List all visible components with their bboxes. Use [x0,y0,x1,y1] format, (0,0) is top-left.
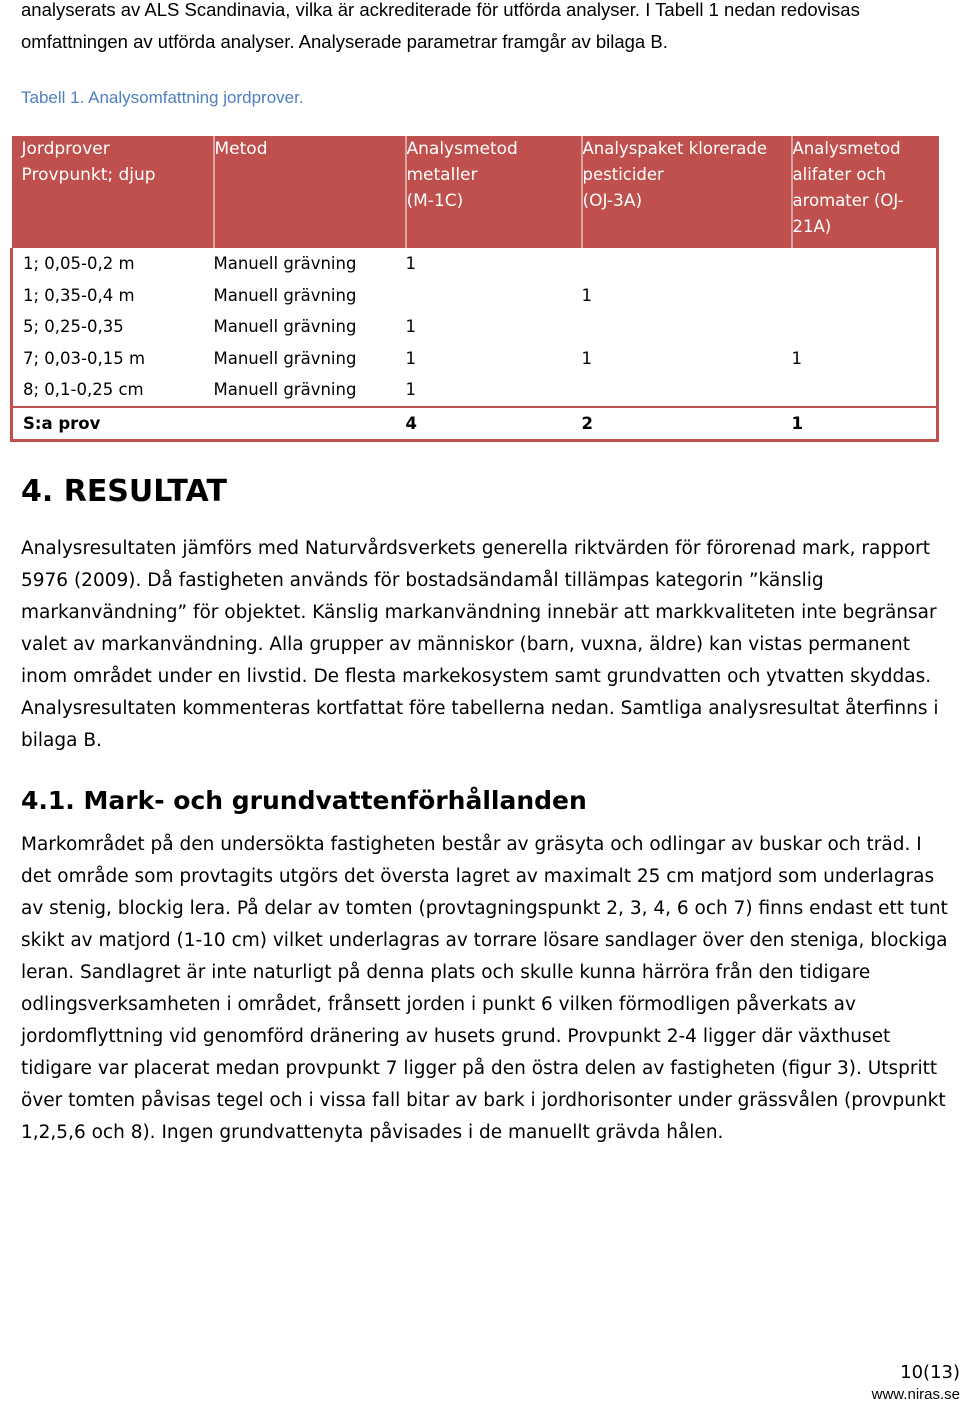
header-method: Metod [214,136,406,248]
table-row: 1; 0,05-0,2 m Manuell grävning 1 [12,248,938,280]
header-sample: Jordprover Provpunkt; djup [12,136,214,248]
subsection-paragraph: Markområdet på den undersökta fastigheten består av gräsyta och odlingar av buskar och träd. I det område som provtagits utgörs det översta lagret av maximalt 25 cm matjord som underlagras av stenig, blockig lera. På delar av tomten (provtagningspunkt 2, 3, 4, 6 och 7) finns endast ett tunt skikt av matjord (1-10 cm) vilket underlagras av torrare lösare sandlager över den steniga, blockiga leran. Sandlagret är inte naturligt på denna plats och skulle kunna härröra från den tidigare odlingsverksamheten i området, frånsett jorden i punkt 6 vilken förmodligen påverkats av jordomflyttning vid genomförd dränering av husets grund. Provpunkt 2-4 ligger där växthuset tidigare var placerat medan provpunkt 7 ligger på den östra delen av fastigheten (figur 3). Utspritt över tomten påvisas tegel och i vissa fall bitar av bark i jordhorisonter under grässvålen (provpunkt 1,2,5,6 och 8). Ingen grundvattenyta påvisades i de manuellt grävda hålen. [21,834,948,1143]
footer-website: www.niras.se [871,1386,960,1403]
header-metals: Analysmetod metaller (M-1C) [406,136,582,248]
table-header-row [12,136,938,248]
section-heading: 4. RESULTAT [21,474,227,509]
table-total-row: S:a prov 4 2 1 [12,407,938,441]
table-caption: Tabell 1. Analysomfattning jordprover. [21,88,304,107]
header-aliphatics: Analysmetod alifater och aromater (OJ-21A) [792,136,938,248]
section-paragraph: Analysresultaten jämförs med Naturvårdsverkets generella riktvärden för förorenad mark, rapport 5976 (2009). Då fastigheten används för bostadsändamål tillämpas kategorin ”känslig markanvändning” för objektet. Känslig markanvändning innebär att markkvaliteten inte begränsar valet av markanvändning. Alla grupper av människor (barn, vuxna, äldre) kan vistas permanent inom området under en livstid. De flesta markekosystem samt grundvatten och ytvatten skyddas. Analysresultaten kommenteras kortfattat före tabellerna nedan. Samtliga analysresultat återfinns i bilaga B. [21,538,939,751]
header-pesticides: Analyspaket klorerade pesticider (OJ-3A) [582,136,792,248]
subsection-heading: 4.1. Mark- och grundvattenförhållanden [21,786,587,815]
table-row: 7; 0,03-0,15 m Manuell grävning 1 1 1 [12,343,938,375]
table-row: 1; 0,35-0,4 m Manuell grävning 1 [12,280,938,312]
intro-paragraph: analyserats av ALS Scandinavia, vilka är ackrediterade för utförda analyser. I Tabell 1 nedan redovisas omfattningen av utförda analyser. Analyserade parametrar framgår av bilaga B. [21,0,860,52]
table-row: 8; 0,1-0,25 cm Manuell grävning 1 [12,374,938,407]
table-row: 5; 0,25-0,35 Manuell grävning 1 [12,311,938,343]
page-number: 10(13) [900,1362,960,1383]
analysis-table [10,136,939,442]
